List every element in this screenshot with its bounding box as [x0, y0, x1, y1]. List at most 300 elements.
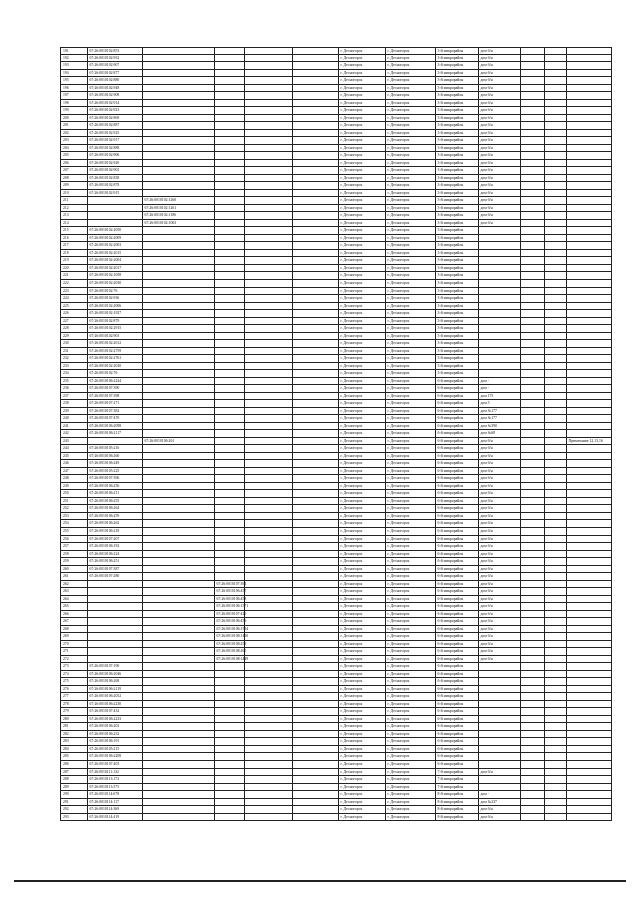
row-number-cell: 292: [60, 806, 87, 813]
note-cell: [566, 160, 612, 167]
cadastral-number-c-cell: [214, 483, 244, 490]
house-cell: дом б/н: [478, 92, 520, 99]
cadastral-number-cell: 67:26:0010102:2020: [87, 363, 142, 370]
row-number-cell: 278: [60, 701, 87, 708]
cadastral-number-cell: 67:26:0010102:914: [87, 100, 142, 107]
settlement-cell: г. Десногорск: [385, 663, 435, 670]
cadastral-number-b-cell: [142, 333, 214, 340]
house-cell: дом б/н: [478, 498, 520, 505]
col-e-cell: [292, 182, 338, 189]
col-e-cell: [292, 438, 338, 445]
col-d-cell: [244, 566, 292, 573]
settlement-cell: г. Десногорск: [385, 280, 435, 287]
col-k-cell: [544, 716, 566, 723]
cadastral-number-b-cell: [142, 378, 214, 385]
district-cell: 3-й микрорайон: [435, 55, 478, 62]
district-cell: 6-й микрорайон: [435, 738, 478, 745]
cadastral-number-c-cell: [214, 115, 244, 122]
col-k-cell: [544, 641, 566, 648]
col-e-cell: [292, 227, 338, 234]
col-j-cell: [520, 212, 544, 219]
row-number-cell: 203: [60, 137, 87, 144]
col-j-cell: [520, 543, 544, 550]
col-d-cell: [244, 536, 292, 543]
col-d-cell: [244, 400, 292, 407]
cadastral-number-c-cell: [214, 355, 244, 362]
note-cell: [566, 288, 612, 295]
cadastral-number-c-cell: [214, 445, 244, 452]
cadastral-number-cell: 67:26:0010106:251: [87, 558, 142, 565]
table-row: [60, 355, 612, 363]
house-cell: [478, 227, 520, 234]
row-number-cell: 211: [60, 197, 87, 204]
col-e-cell: [292, 310, 338, 317]
col-d-cell: [244, 167, 292, 174]
col-e-cell: [292, 393, 338, 400]
table-row: [60, 122, 612, 130]
col-d-cell: [244, 325, 292, 332]
note-cell: [566, 626, 612, 633]
col-e-cell: [292, 588, 338, 595]
note-cell: [566, 295, 612, 302]
table-row: [60, 160, 612, 168]
col-j-cell: [520, 295, 544, 302]
cadastral-number-b-cell: [142, 430, 214, 437]
house-cell: [478, 723, 520, 730]
cadastral-number-c-cell: [214, 701, 244, 708]
col-k-cell: [544, 318, 566, 325]
settlement-cell: г. Десногорск: [385, 753, 435, 760]
col-j-cell: [520, 791, 544, 798]
note-cell: [566, 415, 612, 422]
cadastral-number-b-cell: [142, 520, 214, 527]
city-cell: г. Десногорск: [338, 445, 385, 452]
footer-rule: [14, 880, 626, 882]
city-cell: г. Десногорск: [338, 648, 385, 655]
table-row: [60, 242, 612, 250]
col-d-cell: [244, 581, 292, 588]
cadastral-number-cell: [87, 212, 142, 219]
col-j-cell: [520, 370, 544, 377]
cadastral-number-cell: 67:26:0010106:218: [87, 528, 142, 535]
house-cell: дом б/н: [478, 611, 520, 618]
note-cell: [566, 460, 612, 467]
district-cell: 3-й микрорайон: [435, 265, 478, 272]
cadastral-number-c-cell: [214, 791, 244, 798]
col-j-cell: [520, 498, 544, 505]
cadastral-number-cell: 67:26:0010106:259: [87, 513, 142, 520]
district-cell: 3-й микрорайон: [435, 145, 478, 152]
note-cell: [566, 603, 612, 610]
house-cell: дом б/н: [478, 100, 520, 107]
col-d-cell: [244, 776, 292, 783]
col-d-cell: [244, 596, 292, 603]
table-row: [60, 250, 612, 258]
city-cell: г. Десногорск: [338, 250, 385, 257]
cadastral-number-cell: 67:26:0010102:878: [87, 182, 142, 189]
cadastral-number-c-cell: [214, 92, 244, 99]
col-e-cell: [292, 573, 338, 580]
table-row: [60, 581, 612, 589]
cadastral-number-c-cell: 67:26:0010106:1594: [214, 626, 244, 633]
col-d-cell: [244, 145, 292, 152]
district-cell: 3-й микрорайон: [435, 318, 478, 325]
row-number-cell: 240: [60, 415, 87, 422]
note-cell: [566, 220, 612, 227]
col-k-cell: [544, 708, 566, 715]
house-cell: дом б/н: [478, 513, 520, 520]
district-cell: 6-й микрорайон: [435, 723, 478, 730]
note-cell: [566, 483, 612, 490]
col-j-cell: [520, 708, 544, 715]
note-cell: [566, 641, 612, 648]
table-row: [60, 393, 612, 401]
note-cell: [566, 505, 612, 512]
table-row: [60, 641, 612, 649]
row-number-cell: 197: [60, 92, 87, 99]
col-e-cell: [292, 220, 338, 227]
cadastral-number-b-cell: [142, 340, 214, 347]
cadastral-number-c-cell: [214, 333, 244, 340]
house-cell: [478, 333, 520, 340]
col-e-cell: [292, 303, 338, 310]
house-cell: дом б/н: [478, 197, 520, 204]
city-cell: г. Десногорск: [338, 415, 385, 422]
col-k-cell: [544, 581, 566, 588]
col-e-cell: [292, 257, 338, 264]
cadastral-number-b-cell: [142, 415, 214, 422]
col-d-cell: [244, 761, 292, 768]
row-number-cell: 222: [60, 280, 87, 287]
house-cell: [478, 731, 520, 738]
settlement-cell: г. Десногорск: [385, 648, 435, 655]
col-k-cell: [544, 731, 566, 738]
col-k-cell: [544, 536, 566, 543]
col-k-cell: [544, 167, 566, 174]
col-k-cell: [544, 340, 566, 347]
cadastral-number-cell: 67:26:0010102:936: [87, 295, 142, 302]
city-cell: г. Десногорск: [338, 265, 385, 272]
cadastral-number-cell: 67:26:0010102:2015: [87, 250, 142, 257]
col-j-cell: [520, 588, 544, 595]
cadastral-number-b-cell: [142, 566, 214, 573]
row-number-cell: 272: [60, 656, 87, 663]
col-j-cell: [520, 348, 544, 355]
row-number-cell: 250: [60, 490, 87, 497]
house-cell: дом №237: [478, 799, 520, 806]
house-cell: дом б/н: [478, 445, 520, 452]
city-cell: г. Десногорск: [338, 806, 385, 813]
col-e-cell: [292, 648, 338, 655]
col-d-cell: [244, 693, 292, 700]
table-row: [60, 618, 612, 626]
col-k-cell: [544, 438, 566, 445]
table-row: [60, 70, 612, 78]
col-k-cell: [544, 746, 566, 753]
col-e-cell: [292, 520, 338, 527]
note-cell: [566, 581, 612, 588]
col-e-cell: [292, 92, 338, 99]
district-cell: 6-й микрорайон: [435, 648, 478, 655]
row-number-cell: 287: [60, 769, 87, 776]
city-cell: г. Десногорск: [338, 528, 385, 535]
col-j-cell: [520, 611, 544, 618]
cadastral-number-c-cell: [214, 475, 244, 482]
district-cell: 6-й микрорайон: [435, 400, 478, 407]
note-cell: [566, 227, 612, 234]
row-number-cell: 285: [60, 753, 87, 760]
table-row: [60, 152, 612, 160]
city-cell: г. Десногорск: [338, 280, 385, 287]
district-cell: 6-й микрорайон: [435, 716, 478, 723]
city-cell: г. Десногорск: [338, 257, 385, 264]
row-number-cell: 269: [60, 633, 87, 640]
table-row: [60, 295, 612, 303]
note-cell: [566, 558, 612, 565]
col-e-cell: [292, 152, 338, 159]
district-cell: 6-й микрорайон: [435, 618, 478, 625]
col-d-cell: [244, 77, 292, 84]
cadastral-number-cell: 67:26:0010106:2046: [87, 671, 142, 678]
district-cell: 6-й микрорайон: [435, 693, 478, 700]
note-cell: [566, 475, 612, 482]
row-number-cell: 258: [60, 551, 87, 558]
district-cell: 3-й микрорайон: [435, 242, 478, 249]
cadastral-number-c-cell: [214, 799, 244, 806]
cadastral-number-c-cell: [214, 167, 244, 174]
settlement-cell: г. Десногорск: [385, 656, 435, 663]
cadastral-number-cell: 67:26:0010102:902: [87, 167, 142, 174]
cadastral-number-cell: 67:26:0010106:2117: [87, 430, 142, 437]
col-j-cell: [520, 85, 544, 92]
note-cell: [566, 400, 612, 407]
note-cell: [566, 716, 612, 723]
row-number-cell: 257: [60, 543, 87, 550]
col-k-cell: [544, 212, 566, 219]
col-e-cell: [292, 678, 338, 685]
col-k-cell: [544, 723, 566, 730]
cadastral-number-cell: 67:26:0010113:172: [87, 776, 142, 783]
cadastral-number-b-cell: [142, 370, 214, 377]
table-row: [60, 378, 612, 386]
col-e-cell: [292, 784, 338, 791]
cadastral-number-c-cell: [214, 423, 244, 430]
col-k-cell: [544, 671, 566, 678]
city-cell: г. Десногорск: [338, 701, 385, 708]
cadastral-number-b-cell: [142, 363, 214, 370]
house-cell: дом б/н: [478, 814, 520, 821]
col-e-cell: [292, 513, 338, 520]
settlement-cell: г. Десногорск: [385, 272, 435, 279]
table-row: [60, 115, 612, 123]
house-cell: дом б/н: [478, 536, 520, 543]
col-k-cell: [544, 280, 566, 287]
district-cell: 6-й микрорайон: [435, 453, 478, 460]
note-cell: [566, 453, 612, 460]
col-k-cell: [544, 460, 566, 467]
col-k-cell: [544, 363, 566, 370]
cadastral-number-c-cell: [214, 566, 244, 573]
house-cell: дом б/н: [478, 806, 520, 813]
cadastral-number-b-cell: [142, 618, 214, 625]
cadastral-number-b-cell: [142, 310, 214, 317]
district-cell: 6-й микрорайон: [435, 671, 478, 678]
city-cell: г. Десногорск: [338, 753, 385, 760]
district-cell: 3-й микрорайон: [435, 370, 478, 377]
cadastral-number-b-cell: [142, 776, 214, 783]
note-cell: [566, 528, 612, 535]
settlement-cell: г. Десногорск: [385, 122, 435, 129]
table-row: [60, 340, 612, 348]
settlement-cell: г. Десногорск: [385, 205, 435, 212]
cadastral-number-b-cell: [142, 648, 214, 655]
col-k-cell: [544, 257, 566, 264]
city-cell: г. Десногорск: [338, 633, 385, 640]
house-cell: дом б/н: [478, 107, 520, 114]
col-j-cell: [520, 761, 544, 768]
col-e-cell: [292, 716, 338, 723]
cadastral-number-b-cell: [142, 784, 214, 791]
house-cell: дом б/н: [478, 573, 520, 580]
col-d-cell: [244, 70, 292, 77]
house-cell: [478, 265, 520, 272]
col-e-cell: [292, 551, 338, 558]
col-k-cell: [544, 122, 566, 129]
col-d-cell: [244, 130, 292, 137]
settlement-cell: г. Десногорск: [385, 393, 435, 400]
settlement-cell: г. Десногорск: [385, 618, 435, 625]
table-row: [60, 686, 612, 694]
col-e-cell: [292, 769, 338, 776]
settlement-cell: г. Десногорск: [385, 520, 435, 527]
table-row: [60, 145, 612, 153]
col-k-cell: [544, 423, 566, 430]
col-e-cell: [292, 731, 338, 738]
city-cell: г. Десногорск: [338, 641, 385, 648]
col-j-cell: [520, 723, 544, 730]
col-j-cell: [520, 566, 544, 573]
cadastral-number-c-cell: [214, 430, 244, 437]
col-j-cell: [520, 197, 544, 204]
col-j-cell: [520, 363, 544, 370]
cadastral-number-b-cell: [142, 408, 214, 415]
settlement-cell: г. Десногорск: [385, 167, 435, 174]
row-number-cell: 293: [60, 814, 87, 821]
col-d-cell: [244, 505, 292, 512]
col-j-cell: [520, 581, 544, 588]
cadastral-number-b-cell: [142, 190, 214, 197]
col-j-cell: [520, 686, 544, 693]
col-d-cell: [244, 115, 292, 122]
table-row: [60, 227, 612, 235]
district-cell: 6-й микрорайон: [435, 611, 478, 618]
district-cell: 6-й микрорайон: [435, 603, 478, 610]
city-cell: г. Десногорск: [338, 325, 385, 332]
note-cell: [566, 130, 612, 137]
row-number-cell: 280: [60, 716, 87, 723]
note-cell: [566, 791, 612, 798]
settlement-cell: г. Десногорск: [385, 145, 435, 152]
district-cell: 3-й микрорайон: [435, 205, 478, 212]
col-k-cell: [544, 77, 566, 84]
city-cell: г. Десногорск: [338, 551, 385, 558]
col-d-cell: [244, 528, 292, 535]
note-cell: [566, 573, 612, 580]
row-number-cell: 251: [60, 498, 87, 505]
house-cell: дом б/н: [478, 483, 520, 490]
note-cell: [566, 100, 612, 107]
note-cell: [566, 566, 612, 573]
col-d-cell: [244, 513, 292, 520]
cadastral-number-c-cell: [214, 385, 244, 392]
cadastral-number-b-cell: [142, 468, 214, 475]
city-cell: г. Десногорск: [338, 618, 385, 625]
cadastral-number-b-cell: [142, 55, 214, 62]
note-cell: [566, 430, 612, 437]
house-cell: [478, 295, 520, 302]
col-k-cell: [544, 408, 566, 415]
cadastral-number-cell: [87, 626, 142, 633]
col-e-cell: [292, 62, 338, 69]
district-cell: 6-й микрорайон: [435, 415, 478, 422]
col-d-cell: [244, 415, 292, 422]
table-row: [60, 445, 612, 453]
cadastral-number-c-cell: [214, 678, 244, 685]
cadastral-number-c-cell: 67:26:0010108:1449: [214, 656, 244, 663]
cadastral-number-cell: [87, 633, 142, 640]
col-j-cell: [520, 115, 544, 122]
city-cell: г. Десногорск: [338, 385, 385, 392]
house-cell: дом б/н: [478, 468, 520, 475]
note-cell: [566, 310, 612, 317]
cadastral-number-b-cell: [142, 100, 214, 107]
settlement-cell: г. Десногорск: [385, 423, 435, 430]
city-cell: г. Десногорск: [338, 723, 385, 730]
cadastral-number-b-cell: [142, 70, 214, 77]
city-cell: г. Десногорск: [338, 581, 385, 588]
cadastral-number-b-cell: [142, 693, 214, 700]
cadastral-number-cell: 67:26:0010102:1927: [87, 310, 142, 317]
table-row: [60, 220, 612, 228]
table-row: [60, 603, 612, 611]
col-d-cell: [244, 520, 292, 527]
settlement-cell: г. Десногорск: [385, 438, 435, 445]
col-k-cell: [544, 483, 566, 490]
cadastral-number-c-cell: [214, 693, 244, 700]
settlement-cell: г. Десногорск: [385, 430, 435, 437]
row-number-cell: 248: [60, 475, 87, 482]
district-cell: 3-й микрорайон: [435, 130, 478, 137]
note-cell: [566, 272, 612, 279]
col-e-cell: [292, 693, 338, 700]
note-cell: [566, 708, 612, 715]
table-row: [60, 423, 612, 431]
col-d-cell: [244, 445, 292, 452]
cadastral-number-c-cell: [214, 175, 244, 182]
col-d-cell: [244, 475, 292, 482]
note-cell: [566, 242, 612, 249]
settlement-cell: г. Десногорск: [385, 468, 435, 475]
house-cell: дом б/н: [478, 641, 520, 648]
cadastral-number-c-cell: [214, 348, 244, 355]
cadastral-number-b-cell: [142, 716, 214, 723]
cadastral-number-cell: 67:26:0010102:879: [87, 318, 142, 325]
table-row: [60, 596, 612, 604]
house-cell: дом б/н: [478, 588, 520, 595]
settlement-cell: г. Десногорск: [385, 288, 435, 295]
col-k-cell: [544, 701, 566, 708]
col-d-cell: [244, 408, 292, 415]
